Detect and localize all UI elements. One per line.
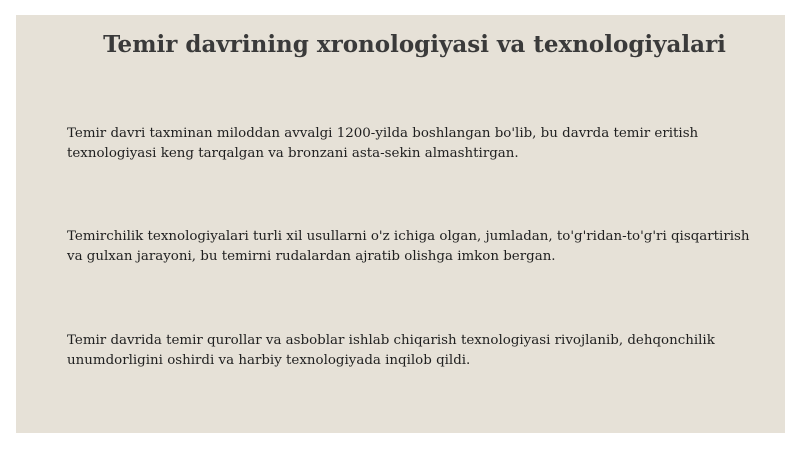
paragraph-chronology: Temir davri taxminan miloddan avvalgi 1200-yilda boshlangan bo'lib, bu davrda temir eritish texnologiyasi keng tarqalgan va bronzani asta-sekin almashtirgan. bbox=[67, 126, 699, 161]
slide bbox=[16, 15, 785, 433]
paragraph-impact: Temir davrida temir qurollar va asboblar ishlab chiqarish texnologiyasi rivojlanib, dehqonchilik unumdorligini oshirdi va harbiy texnologiyada inqilob qildi. bbox=[67, 333, 715, 368]
slide-title: Temir davrining xronologiyasi va texnologiyalari bbox=[103, 31, 726, 58]
paragraph-smithing: Temirchilik texnologiyalari turli xil usullarni o'z ichiga olgan, jumladan, to'g'ridan-to'g'ri qisqartirish va gulxan jarayoni, bu temirni rudalardan ajratib olishga imkon bergan. bbox=[67, 229, 750, 264]
